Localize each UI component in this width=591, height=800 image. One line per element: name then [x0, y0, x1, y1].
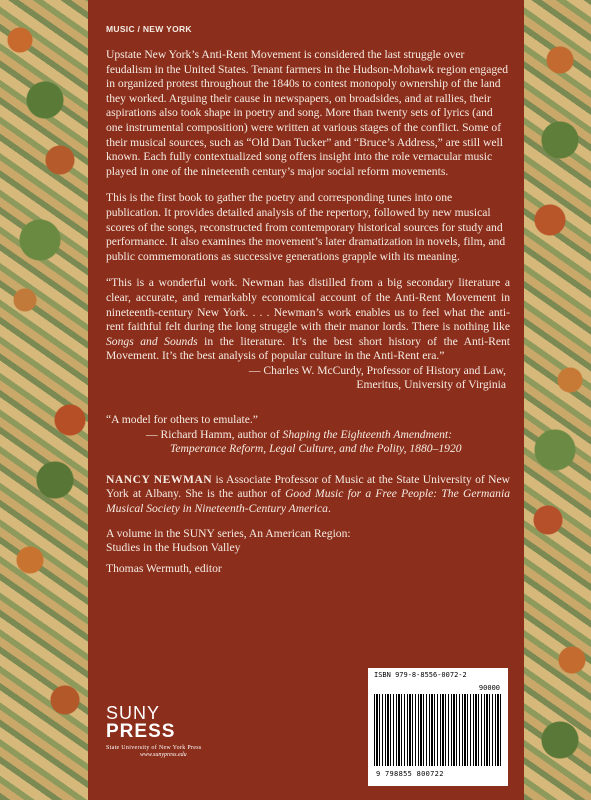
blurb	[106, 276, 510, 393]
blurb-attribution	[106, 442, 510, 457]
blurb-attribution	[106, 428, 510, 443]
attribution-book-title: Shaping the Eighteenth Amendment:	[282, 427, 452, 441]
isbn-barcode	[368, 668, 508, 786]
barcode-bars	[374, 694, 502, 766]
attribution-text: — Richard Hamm, author of	[146, 427, 283, 441]
text-panel	[88, 0, 524, 800]
description-paragraph: This is the first book to gather the poetry and corresponding tunes into one publication. It provides detailed analysis of the repertory, followed by new musical scores of the songs, reconstructed from contemporary historical sources for study and performance. It also examines the movement’s later dramatization in novels, film, and public commemorations as successive generations grapple with its meaning.	[106, 191, 506, 263]
description-paragraph: Upstate New York’s Anti-Rent Movement is considered the last struggle over feudalism in the United States. Tenant farmers in the Hudson-Mohawk region engaged in organized protest throughout the 1840s to contest monopoly ownership of the land they worked. Arguing their cause in newspapers, on broadsides, and at rallies, their aspirations also took shape in poetry and song. More than twenty sets of lyrics (and one instrumental composition) were written at various stages of the conflict. Some of their musical sources, such as “Old Dan Tucker” and “Bruce’s Address,” are still well known. Each fully contextualized song offers insight into the role vernacular music played in one of the nineteenth century’s major social reform movements.	[106, 48, 509, 178]
publisher-url: www.sunypress.edu	[140, 752, 187, 758]
author-name: NANCY NEWMAN	[106, 472, 213, 486]
category-label: MUSIC / NEW YORK	[106, 24, 192, 34]
author-bio-text: is Associate Professor of Music at the State University of New York at Albany. She is the author of	[106, 472, 510, 501]
blurb-text: “This is a wonderful work. Newman has distilled from a big secondary literature a clear, accurate, and remarkably economical account of the Anti-Rent Movement in nineteenth-century New York. . . . Newman’s work enables us to feel what the anti-rent faithful felt during the long struggle with their manor lords. There is nothing like	[106, 276, 510, 334]
isbn-text: ISBN 979-8-8556-0072-2	[374, 671, 467, 679]
blurb-attribution: Emeritus, University of Virginia	[356, 378, 506, 392]
panel-content	[106, 24, 510, 576]
author-bio-text: .	[327, 502, 331, 516]
price-code: 90000	[478, 684, 500, 692]
barcode-number: 9 798855 800722	[376, 770, 444, 778]
author-bio	[106, 473, 510, 517]
blurb-text: in the literature. It’s the best short history of the Anti-Rent Movement. It’s the best analysis of popular culture in the Anti-Rent era.”	[106, 334, 510, 363]
attribution-book-title: Temperance Reform, Legal Culture, and the Polity, 1880–1920	[170, 442, 462, 456]
author-book-title: Good Music for a Free People: The Germania Musical Society in Nineteenth-Century America	[106, 487, 510, 516]
publisher-name: State University of New York Press	[106, 745, 202, 751]
suny-press-logo	[106, 704, 202, 758]
blurb-attribution: — Charles W. McCurdy, Professor of History and Law,	[248, 363, 506, 377]
blurb-book-title: Songs and Sounds	[106, 334, 198, 348]
blurb-quote: “A model for others to emulate.”	[106, 413, 258, 427]
logo-press: PRESS	[106, 721, 176, 742]
series-editor: Thomas Wermuth, editor	[106, 561, 222, 575]
blurb	[106, 413, 510, 457]
logo-suny: SUNY	[106, 703, 161, 723]
series-line: A volume in the SUNY series, An American Region:	[106, 526, 351, 540]
series-line: Studies in the Hudson Valley	[106, 541, 241, 555]
blurb-quote	[106, 276, 510, 364]
